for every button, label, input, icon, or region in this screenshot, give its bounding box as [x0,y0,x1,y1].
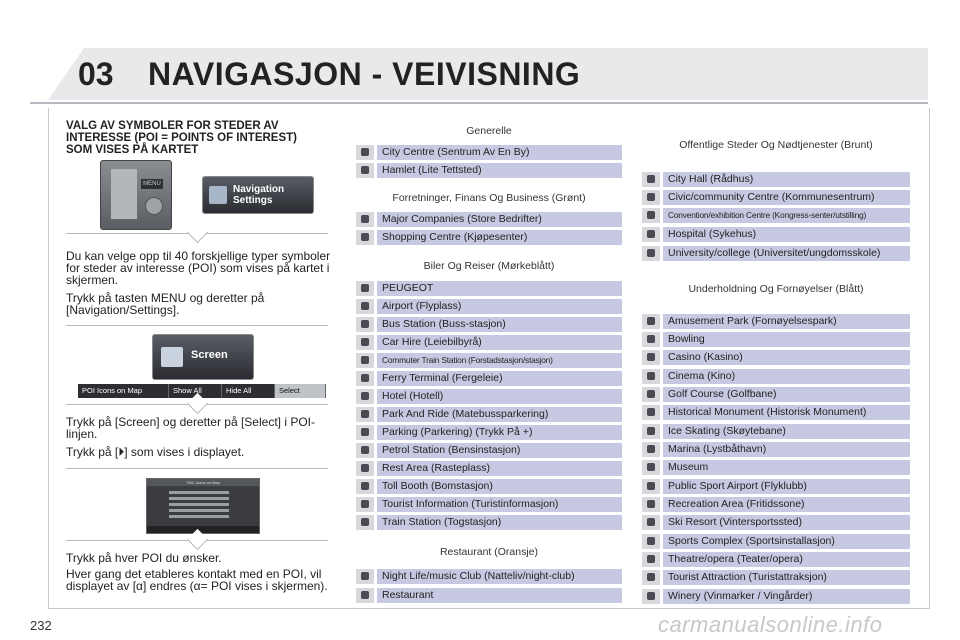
section-title-travel: Biler Og Reiser (Mørkeblått) [423,260,555,272]
amusement-icon [642,314,660,329]
poi-item: Amusement Park (Fornøyelsespark) [642,314,910,329]
poi-item: Cinema (Kino) [642,369,910,384]
nav-button-line2: Settings [233,195,273,206]
paragraph-1: Du kan velge opp til 40 forskjellige typer symboler for steder av interesse (POI) som vises på kartet i skjermen. [66,249,331,287]
nav-button-line1: Navigation [233,184,285,195]
poi-icon [356,230,374,245]
screen-button-image [152,334,254,380]
screen-icon [161,347,183,367]
section-title-business: Forretninger, Finans Og Business (Grønt) [392,192,586,204]
poi-list-footer [147,526,259,533]
poi-item: Convention/exhibition Centre (Kongress-senter/utstilling) [642,208,910,223]
poi-item: Historical Monument (Historisk Monument) [642,405,910,420]
paragraph-3: Trykk på [Screen] og deretter på [Select] i POI-linjen. [66,415,315,441]
poi-item: Theatre/opera (Teater/opera) [642,552,910,567]
golf-icon [642,387,660,402]
nightlife-icon [356,569,374,584]
toll-icon [356,479,374,494]
peugeot-icon [356,281,374,296]
poi-item: Civic/community Centre (Kommunesentrum) [642,190,910,205]
petrol-icon [356,443,374,458]
navigation-settings-icon [209,186,227,204]
poi-item: Rest Area (Rasteplass) [356,461,622,476]
museum-icon [642,460,660,475]
convention-icon [642,208,660,223]
paragraph-4: Trykk på [⏵] som vises i displayet. [66,445,245,459]
poi-item: Restaurant [356,588,622,603]
car-icon [356,335,374,350]
bowling-icon [642,332,660,347]
monument-icon [642,405,660,420]
section-heading: VALG AV SYMBOLER FOR STEDER AV INTERESSE (POI = POINTS OF INTEREST) SOM VISES PÅ KARTET [66,120,297,156]
poi-item: Winery (Vinmarker / Vingårder) [642,589,910,604]
hospital-icon [642,227,660,242]
city-hall-icon [642,172,660,187]
restaurant-icon [356,588,374,603]
train-station-icon [356,515,374,530]
poi-item: Hotel (Hotell) [356,389,622,404]
page-number: 232 [30,618,52,633]
poi-item: Bowling [642,332,910,347]
poi-item: Recreation Area (Fritidssone) [642,497,910,512]
tourist-attraction-icon [642,570,660,585]
poi-bar-image [78,384,326,398]
marina-icon [642,442,660,457]
train-icon [356,353,374,368]
paragraph-6: Hver gang det etableres kontakt med en POI, vil displayet av [α] endres (α= POI vises i skjermen). [66,567,328,593]
poi-icon [356,212,374,227]
section-title-restaurant: Restaurant (Oransje) [439,546,539,558]
poi-icon [356,145,374,160]
winery-icon [642,589,660,604]
device-screen [111,169,137,219]
section-title-entertainment: Underholdning Og Fornøyelser (Blått) [688,283,864,295]
info-icon [356,497,374,512]
paragraph-2: Trykk på tasten MENU og deretter på [Navigation/Settings]. [66,291,265,317]
parking-icon [356,425,374,440]
poi-list-row [169,515,229,518]
poi-bar-select: Select [275,384,326,398]
paragraph-5: Trykk på hver POI du ønsker. [66,551,222,565]
screen-button-label: Screen [191,349,228,361]
poi-list-image [146,478,260,534]
poi-list-row [169,503,229,506]
poi-item: Car Hire (Leiebilbyrå) [356,335,622,350]
poi-item: Train Station (Togstasjon) [356,515,622,530]
poi-list-row [169,509,229,512]
recreation-icon [642,497,660,512]
poi-item: Toll Booth (Bomstasjon) [356,479,622,494]
poi-item: PEUGEOT [356,281,622,296]
poi-icon [356,163,374,178]
poi-item: Parking (Parkering) (Trykk På +) [356,425,622,440]
watermark: carmanualsonline.info [658,612,883,637]
poi-item: Hospital (Sykehus) [642,227,910,242]
navigation-settings-button-image [202,176,314,214]
ferry-icon [356,371,374,386]
bus-icon [356,317,374,332]
poi-item: Bus Station (Buss-stasjon) [356,317,622,332]
poi-list-header: TMC Icons on Map [147,479,259,486]
poi-item: Commuter Train Station (Forstadstasjon/stasjon) [356,353,622,368]
cinema-icon [642,369,660,384]
poi-item: City Hall (Rådhus) [642,172,910,187]
community-icon [642,190,660,205]
poi-item: Park And Ride (Matebussparkering) [356,407,622,422]
section-title-public: Offentlige Steder Og Nødtjenester (Brunt) [679,139,873,151]
poi-item: Tourist Information (Turistinformasjon) [356,497,622,512]
menu-key: MENU [141,179,163,189]
hotel-icon [356,389,374,404]
poi-item: Museum [642,460,910,475]
poi-item: Tourist Attraction (Turistattraksjon) [642,570,910,585]
sport-airport-icon [642,479,660,494]
poi-item: Casino (Kasino) [642,350,910,365]
poi-item: Hamlet (Lite Tettsted) [356,163,622,178]
casino-icon [642,350,660,365]
poi-item: Petrol Station (Bensinstasjon) [356,443,622,458]
poi-item: Night Life/music Club (Natteliv/night-club) [356,569,622,584]
poi-item: Ice Skating (Skøytebane) [642,424,910,439]
poi-item: Airport (Flyplass) [356,299,622,314]
poi-list-row [169,491,229,494]
poi-item: Major Companies (Store Bedrifter) [356,212,622,227]
poi-item: Ferry Terminal (Fergeleie) [356,371,622,386]
page-title: NAVIGASJON - VEIVISNING [148,56,581,92]
chapter-number: 03 [78,56,114,92]
header-rule [30,102,928,104]
university-icon [642,246,660,261]
poi-item: Public Sport Airport (Flyklubb) [642,479,910,494]
poi-item: Ski Resort (Vintersportssted) [642,515,910,530]
device-image [100,160,172,230]
poi-item: City Centre (Sentrum Av En By) [356,145,622,160]
poi-item: Sports Complex (Sportsinstallasjon) [642,534,910,549]
theatre-icon [642,552,660,567]
poi-item: University/college (Universitet/ungdomsskole) [642,246,910,261]
section-title-general: Generelle [466,125,512,137]
park-ride-icon [356,407,374,422]
ski-icon [642,515,660,530]
rest-area-icon [356,461,374,476]
poi-bar-label: POI Icons on Map [78,384,169,398]
separator [66,468,328,469]
sports-complex-icon [642,534,660,549]
poi-item: Marina (Lystbåthavn) [642,442,910,457]
airport-icon [356,299,374,314]
poi-item: Golf Course (Golfbane) [642,387,910,402]
ice-skating-icon [642,424,660,439]
poi-bar-hide-all: Hide All [222,384,275,398]
poi-item: Shopping Centre (Kjøpesenter) [356,230,622,245]
separator [66,325,328,326]
poi-list-row [169,497,229,500]
device-knob [145,197,163,215]
poi-bar-show-all: Show All [169,384,222,398]
